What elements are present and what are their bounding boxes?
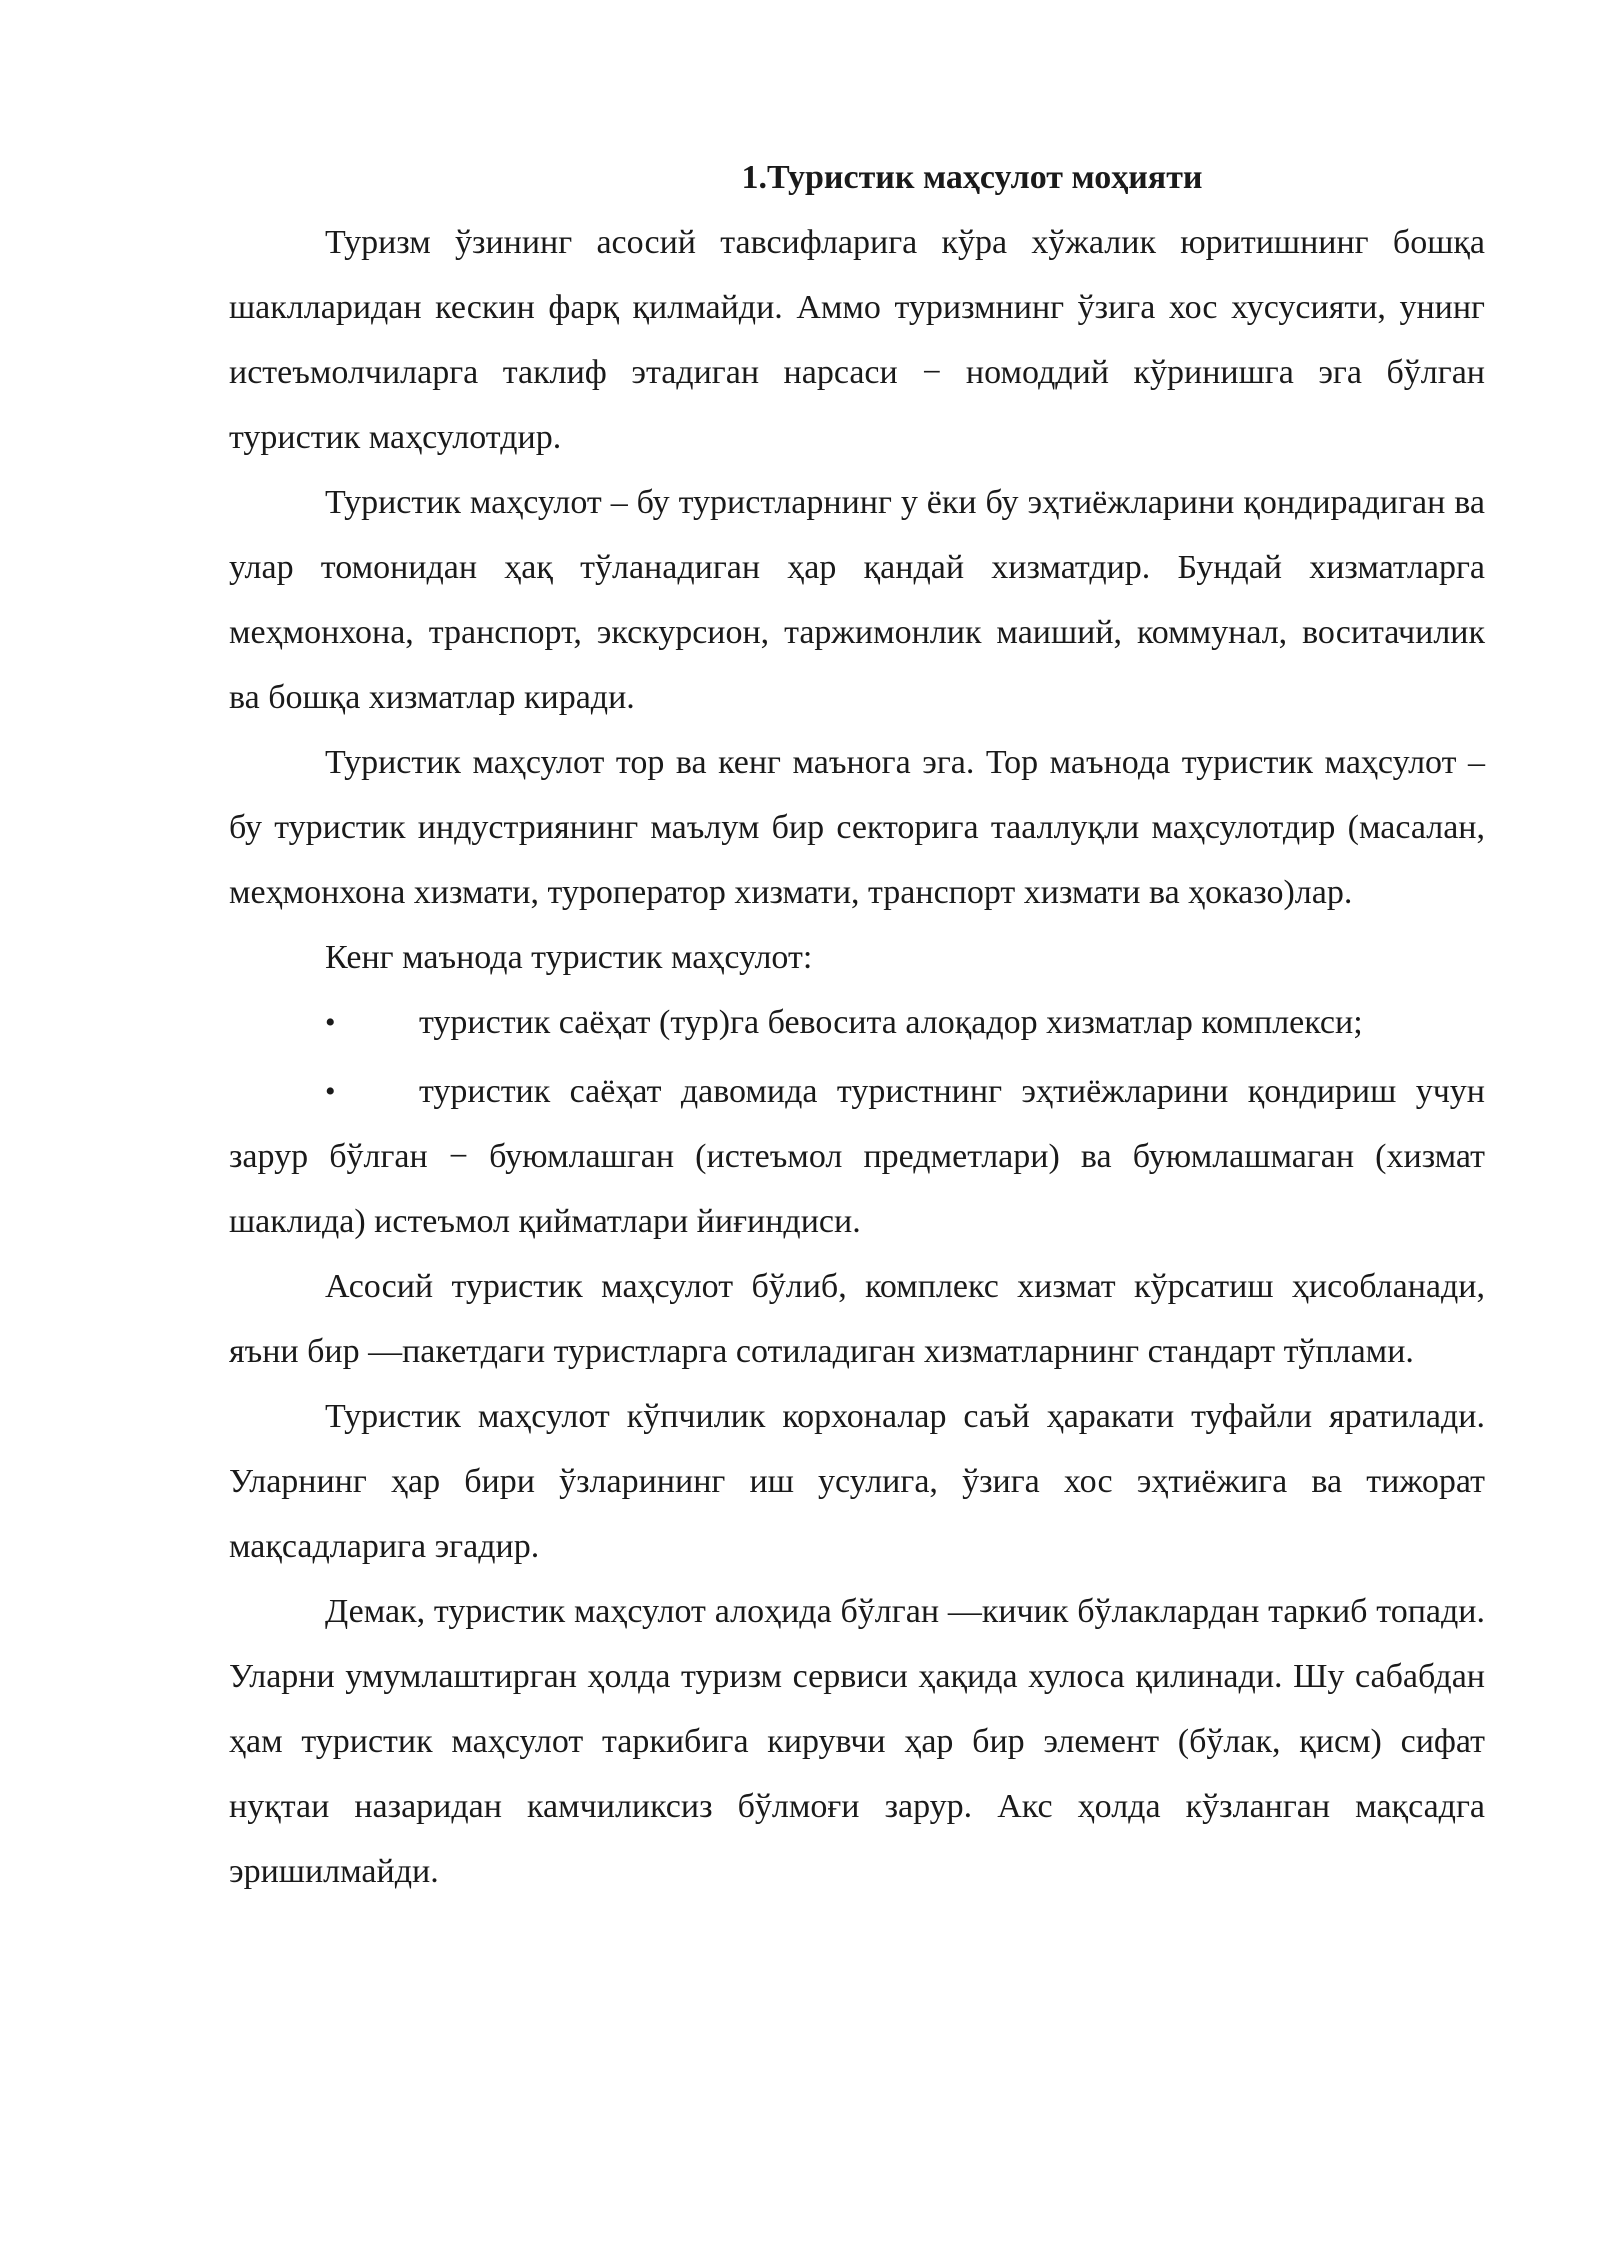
bullet-item-1 — [229, 990, 1485, 1055]
bullet-icon: • — [325, 1075, 336, 1108]
bullet-icon: • — [325, 1006, 336, 1039]
bullet-text-1: туристик саёҳат (тур)га бевосита алоқадор хизматлар комплекси; — [419, 1004, 1363, 1041]
paragraph-3: Туристик маҳсулот тор ва кенг маънога эга. Тор маънода туристик маҳсулот – бу туристик индустриянинг маълум бир секторига тааллуқли маҳсулотдир (масалан, меҳмонхона хизмати, туроператор хизмати, транспорт хизмати ва ҳоказо)лар. — [229, 744, 1485, 911]
section-title: 1.Туристик маҳсулот моҳияти — [741, 159, 1203, 196]
paragraph-4: Кенг маънода туристик маҳсулот: — [325, 939, 813, 976]
paragraph-1: Туризм ўзининг асосий тавсифларига кўра хўжалик юритишнинг бошқа шаклларидан кескин фарқ қилмайди. Аммо туризмнинг ўзига хос хусусияти, унинг истеъмолчиларга таклиф этадиган нарсаси − номоддий кўринишга эга бўлган туристик маҳсулотдир. — [229, 224, 1485, 456]
paragraph-2: Туристик маҳсулот – бу туристларнинг у ёки бу эҳтиёжларини қондирадиган ва улар томонидан ҳақ тўланадиган ҳар қандай хизматдир. Бундай хизматларга меҳмонхона, транспорт, экскурсион, таржимонлик маиший, коммунал, воситачилик ва бошқа хизматлар киради. — [229, 484, 1485, 716]
bullet-text-2: туристик саёҳат давомида туристнинг эҳтиёжларини қондириш учун зарур бўлган − буюмлашган (истеъмол предметлари) ва буюмлашмаган (хизмат шаклида) истеъмол қийматлари йиғиндиси. — [229, 1073, 1485, 1240]
bullet-item-2 — [229, 1059, 1485, 1254]
paragraph-6: Туристик маҳсулот кўпчилик корхоналар саъй ҳаракати туфайли яратилади. Уларнинг ҳар бири ўзларининг иш усулига, ўзига хос эҳтиёжига ва тижорат мақсадларига эгадир. — [229, 1398, 1485, 1565]
paragraph-5: Асосий туристик маҳсулот бўлиб, комплекс хизмат кўрсатиш ҳисобланади, яъни бир ―пакетдаги туристларга сотиладиган хизматларнинг стандарт тўплами. — [229, 1268, 1485, 1370]
paragraph-7: Демак, туристик маҳсулот алоҳида бўлган ―кичик бўлаклардан таркиб топади. Уларни умумлаштирган ҳолда туризм сервиси ҳақида хулоса қилинади. Шу сабабдан ҳам туристик маҳсулот таркибига кирувчи ҳар бир элемент (бўлак, қисм) сифат нуқтаи назаридан камчиликсиз бўлмоғи зарур. Акс ҳолда кўзланган мақсадга эришилмайди. — [229, 1593, 1485, 1890]
document-body — [229, 148, 1485, 1904]
